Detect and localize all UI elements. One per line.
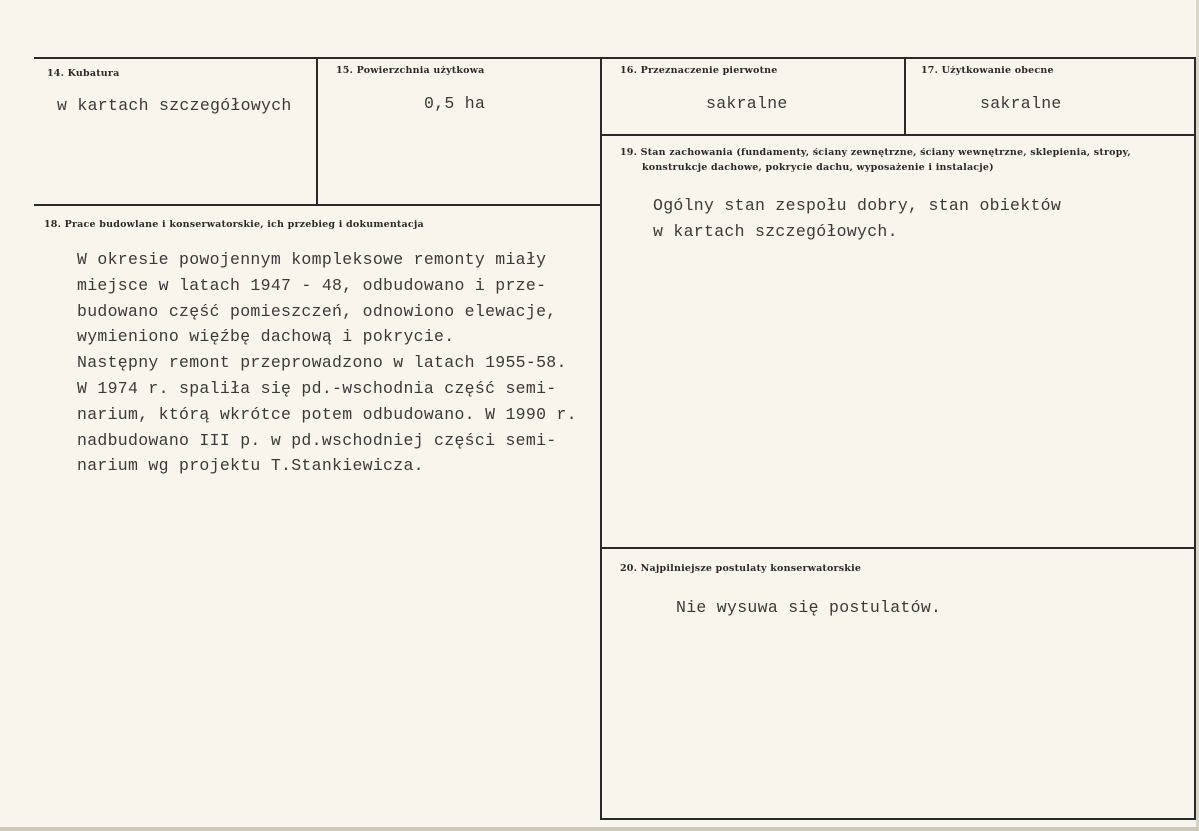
section-17-value: sakralne	[980, 94, 1062, 113]
rule-row1-right	[602, 134, 1197, 136]
section-19-line: w kartach szczegółowych.	[653, 221, 898, 241]
section-16-label: 16. Przeznaczenie pierwotne	[620, 65, 778, 76]
section-18-text	[77, 247, 577, 479]
rule-row1-left	[34, 204, 602, 206]
divider-main	[600, 57, 602, 820]
bottom-rule	[600, 818, 1197, 820]
section-15-value: 0,5 ha	[424, 94, 486, 113]
section-14-label: 14. Kubatura	[47, 68, 120, 79]
section-18-line: miejsce w latach 1947 - 48, odbudowano i prze-	[77, 275, 547, 295]
rule-section20	[602, 547, 1197, 549]
section-18-label: 18. Prace budowlane i konserwatorskie, ich przebieg i dokumentacja	[44, 219, 424, 230]
section-18-line: Następny remont przeprowadzono w latach 1955-58.	[77, 353, 567, 373]
section-18-line: W 1974 r. spaliła się pd.-wschodnia część semi-	[77, 378, 557, 398]
section-19-label-line1: 19. Stan zachowania (fundamenty, ściany zewnętrzne, ściany wewnętrzne, sklepienia, stropy,	[620, 147, 1131, 158]
divider-14-15	[316, 57, 318, 206]
divider-16-17	[904, 57, 906, 136]
section-18-line: budowano część pomieszczeń, odnowiono elewacje,	[77, 301, 557, 321]
section-18-line: nadbudowano III p. w pd.wschodniej części semi-	[77, 430, 557, 450]
section-18-line: wymieniono więźbę dachową i pokrycie.	[77, 327, 455, 347]
paper-edge-bottom	[0, 827, 1199, 831]
section-17-label: 17. Użytkowanie obecne	[921, 65, 1054, 76]
top-rule	[34, 57, 1197, 59]
section-18-line: W okresie powojennym kompleksowe remonty miały	[77, 250, 547, 269]
section-14-value: w kartach szczegółowych	[57, 96, 292, 115]
section-16-value: sakralne	[706, 94, 788, 113]
section-19-label-line2: konstrukcje dachowe, pokrycie dachu, wyposażenie i instalacje)	[642, 162, 994, 173]
section-19-line: Ogólny stan zespołu dobry, stan obiektów	[653, 196, 1062, 215]
section-18-line: narium wg projektu T.Stankiewicza.	[77, 456, 424, 476]
section-19-text	[653, 193, 1061, 245]
section-20-value: Nie wysuwa się postulatów.	[676, 598, 942, 617]
section-20-label: 20. Najpilniejsze postulaty konserwatorskie	[620, 563, 862, 574]
section-18-line: narium, którą wkrótce potem odbudowano. W 1990 r.	[77, 404, 577, 424]
section-15-label: 15. Powierzchnia użytkowa	[336, 65, 485, 76]
